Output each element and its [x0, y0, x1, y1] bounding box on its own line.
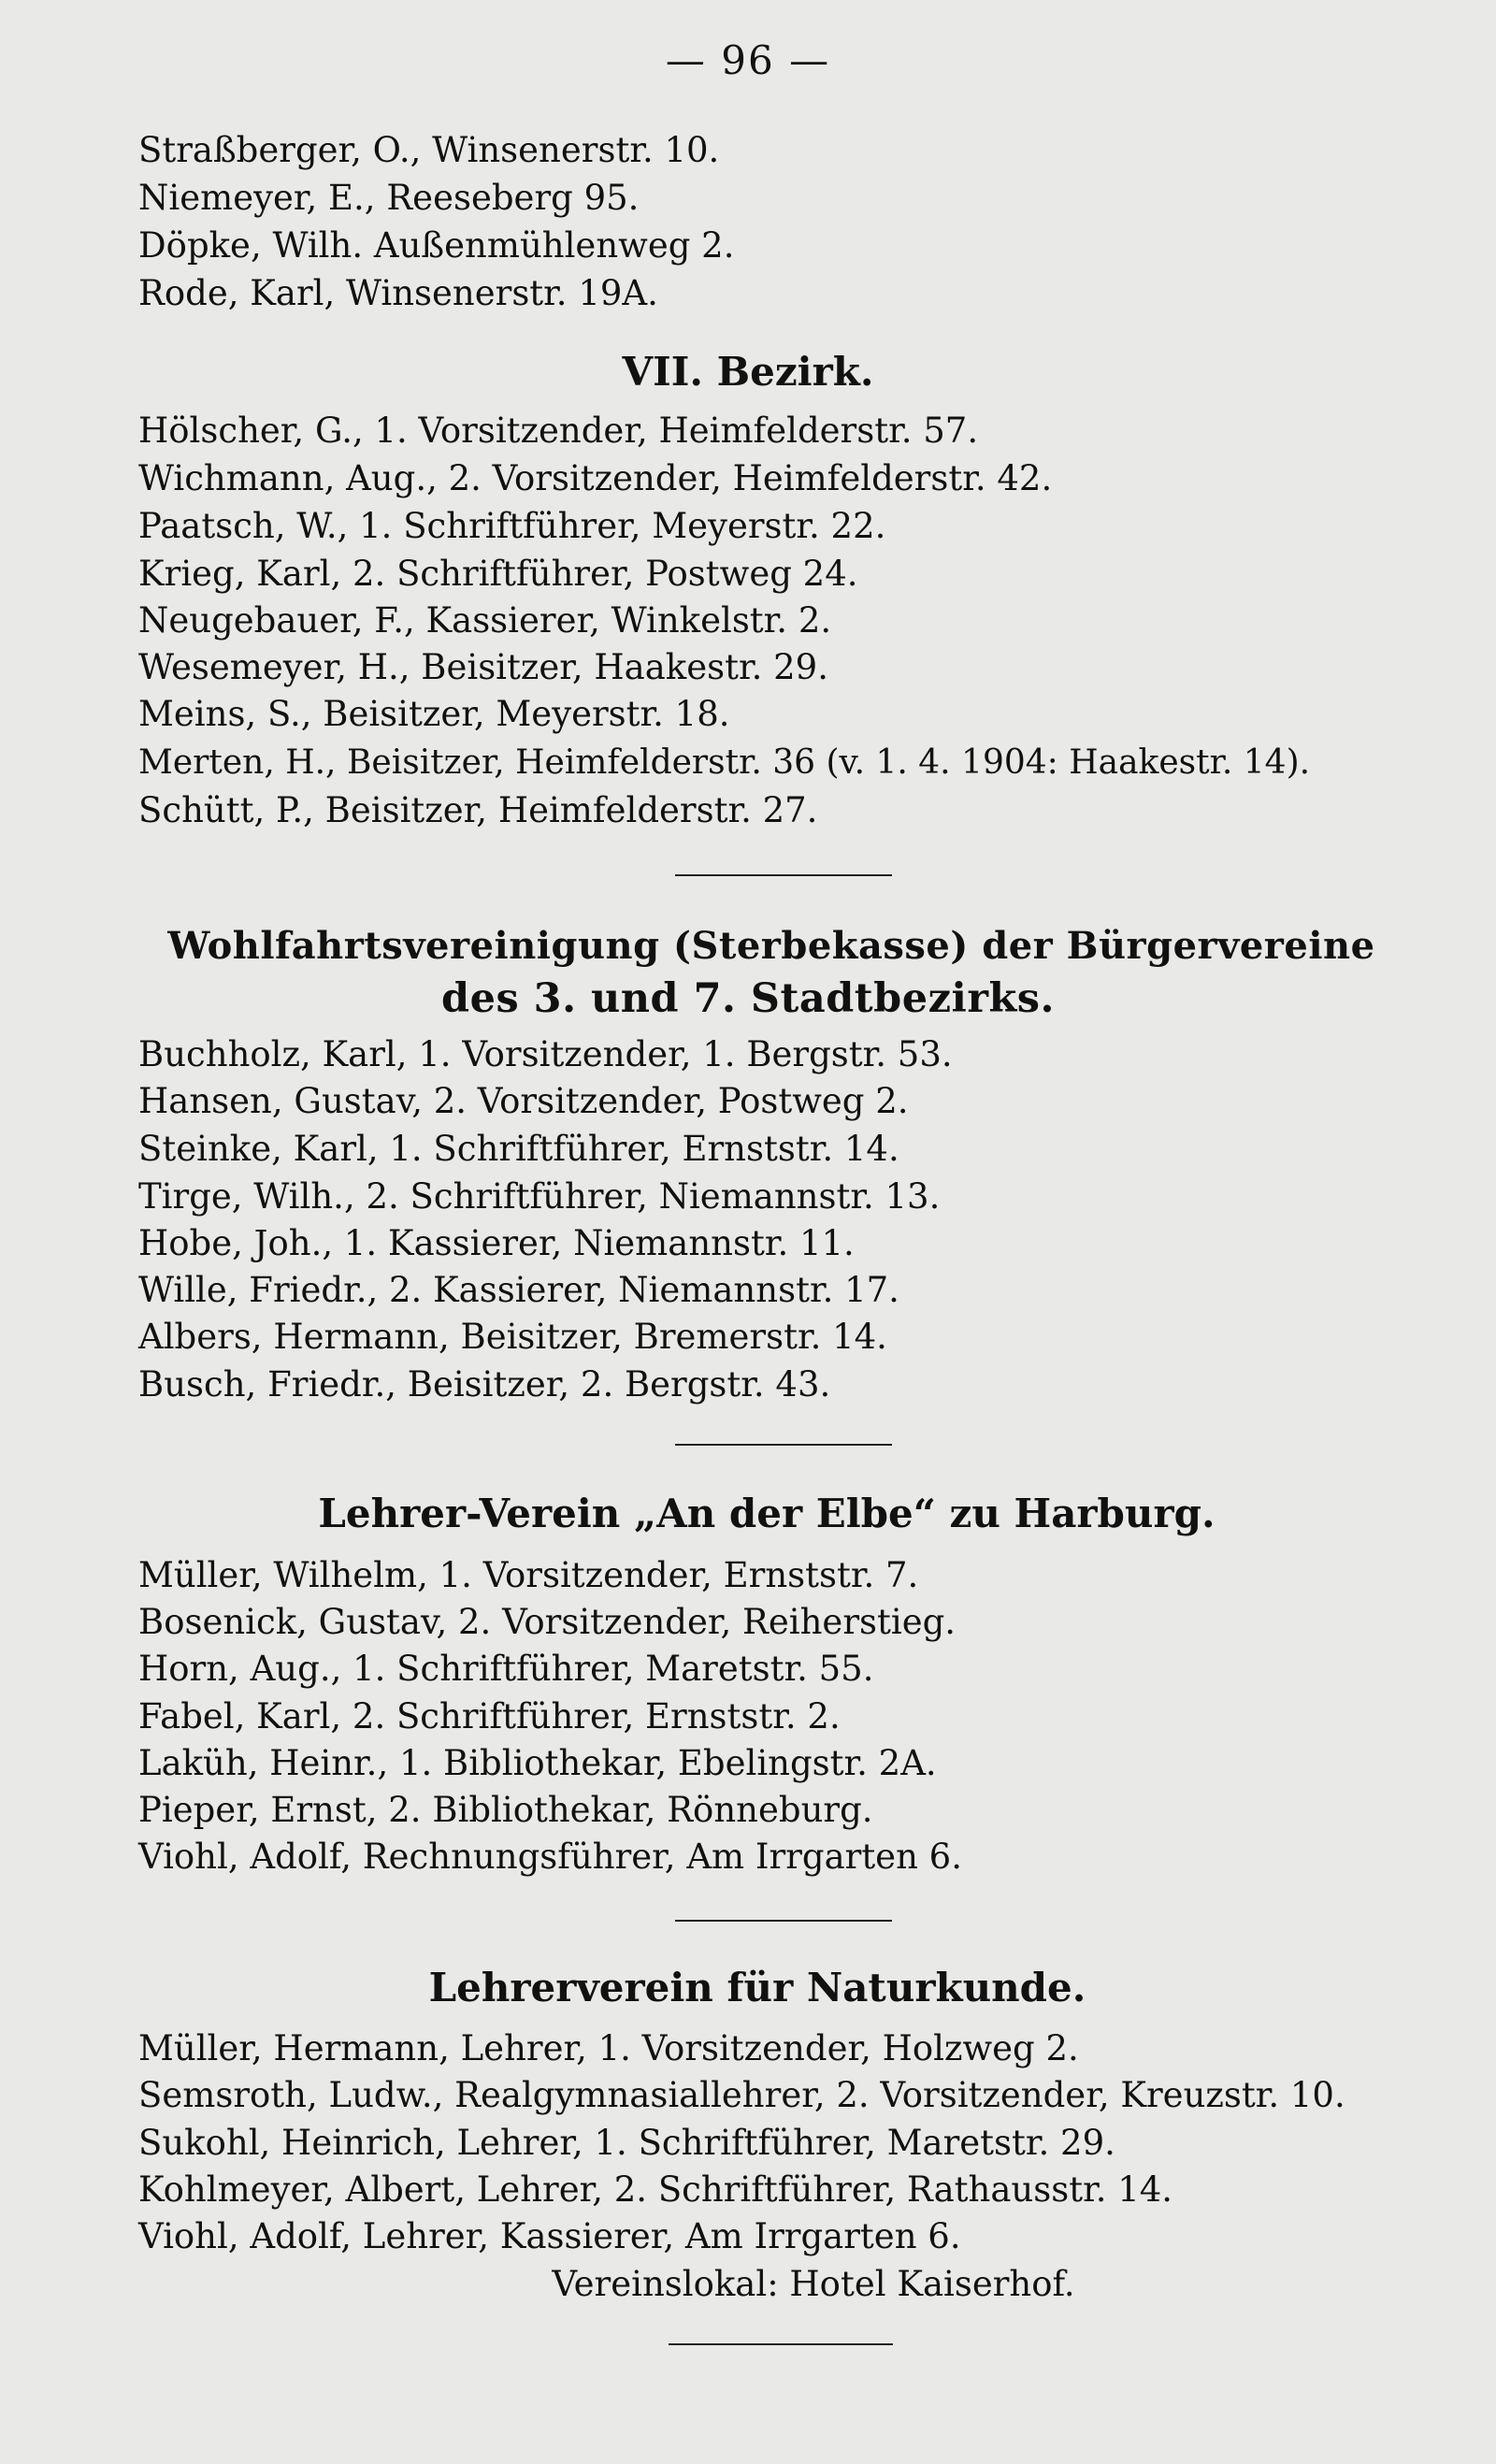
section-divider — [675, 1920, 892, 1922]
list-item: Laküh, Heinr., 1. Bibliothekar, Ebelingstr. 2A. — [138, 1743, 937, 1783]
list-item: Wille, Friedr., 2. Kassierer, Niemannstr. 17. — [138, 1270, 899, 1310]
list-item: Hansen, Gustav, 2. Vorsitzender, Postweg 2. — [138, 1081, 909, 1121]
list-item: Schütt, P., Beisitzer, Heimfelderstr. 27. — [138, 790, 818, 830]
list-item: Albers, Hermann, Beisitzer, Bremerstr. 14. — [138, 1317, 887, 1357]
section-divider — [669, 2343, 893, 2345]
list-item: Niemeyer, E., Reeseberg 95. — [138, 178, 640, 218]
list-item: Busch, Friedr., Beisitzer, 2. Bergstr. 43. — [138, 1364, 831, 1405]
section-heading-wohlfahrt-line2: des 3. und 7. Stadtbezirks. — [441, 975, 1055, 1022]
page-number: — 96 — — [665, 37, 831, 83]
list-item: Neugebauer, F., Kassierer, Winkelstr. 2. — [138, 600, 832, 641]
section-heading-wohlfahrt-line1: Wohlfahrtsvereinigung (Sterbekasse) der Bürgervereine — [167, 924, 1375, 968]
list-item: Meins, S., Beisitzer, Meyerstr. 18. — [138, 694, 730, 734]
list-item: Bosenick, Gustav, 2. Vorsitzender, Reiherstieg. — [138, 1602, 957, 1642]
list-item: Wesemeyer, H., Beisitzer, Haakestr. 29. — [138, 647, 828, 687]
list-item: Horn, Aug., 1. Schriftführer, Maretstr. 55. — [138, 1649, 874, 1689]
list-item: Steinke, Karl, 1. Schriftführer, Ernststr. 14. — [138, 1129, 899, 1169]
list-item: Paatsch, W., 1. Schriftführer, Meyerstr. 22. — [138, 506, 886, 546]
list-item: Fabel, Karl, 2. Schriftführer, Ernststr. 2. — [138, 1696, 841, 1736]
section-heading-bezirk-7: VII. Bezirk. — [622, 349, 874, 395]
list-item: Pieper, Ernst, 2. Bibliothekar, Rönneburg. — [138, 1790, 873, 1830]
list-item: Viohl, Adolf, Lehrer, Kassierer, Am Irrgarten 6. — [138, 2216, 961, 2256]
list-item: Müller, Hermann, Lehrer, 1. Vorsitzender, Holzweg 2. — [138, 2028, 1079, 2068]
list-item: Buchholz, Karl, 1. Vorsitzender, 1. Bergstr. 53. — [138, 1034, 953, 1074]
list-item: Merten, H., Beisitzer, Heimfelderstr. 36 (v. 1. 4. 1904: Haakestr. 14). — [138, 743, 1311, 782]
section-divider — [675, 874, 892, 876]
list-item: Wichmann, Aug., 2. Vorsitzender, Heimfelderstr. 42. — [138, 458, 1053, 498]
section-divider — [675, 1444, 892, 1446]
list-item: Kohlmeyer, Albert, Lehrer, 2. Schriftführer, Rathausstr. 14. — [138, 2169, 1173, 2210]
list-item: Hobe, Joh., 1. Kassierer, Niemannstr. 11. — [138, 1223, 855, 1263]
list-item: Sukohl, Heinrich, Lehrer, 1. Schriftführer, Maretstr. 29. — [138, 2123, 1115, 2163]
list-item: Hölscher, G., 1. Vorsitzender, Heimfelderstr. 57. — [138, 411, 979, 451]
list-item: Rode, Karl, Winsenerstr. 19A. — [138, 273, 658, 313]
list-item: Döpke, Wilh. Außenmühlenweg 2. — [138, 225, 735, 266]
section-heading-lehrer-elbe: Lehrer-Verein „An der Elbe“ zu Harburg. — [318, 1491, 1216, 1536]
list-item: Müller, Wilhelm, 1. Vorsitzender, Ernststr. 7. — [138, 1555, 919, 1595]
list-item: Straßberger, O., Winsenerstr. 10. — [138, 130, 720, 170]
vereinslokal-note: Vereinslokal: Hotel Kaiserhof. — [552, 2264, 1075, 2304]
list-item: Tirge, Wilh., 2. Schriftführer, Niemannstr. 13. — [138, 1176, 941, 1217]
list-item: Semsroth, Ludw., Realgymnasiallehrer, 2. Vorsitzender, Kreuzstr. 10. — [138, 2075, 1345, 2115]
section-heading-naturkunde: Lehrerverein für Naturkunde. — [428, 1965, 1086, 2010]
list-item: Viohl, Adolf, Rechnungsführer, Am Irrgarten 6. — [138, 1837, 962, 1877]
list-item: Krieg, Karl, 2. Schriftführer, Postweg 24. — [138, 554, 858, 594]
